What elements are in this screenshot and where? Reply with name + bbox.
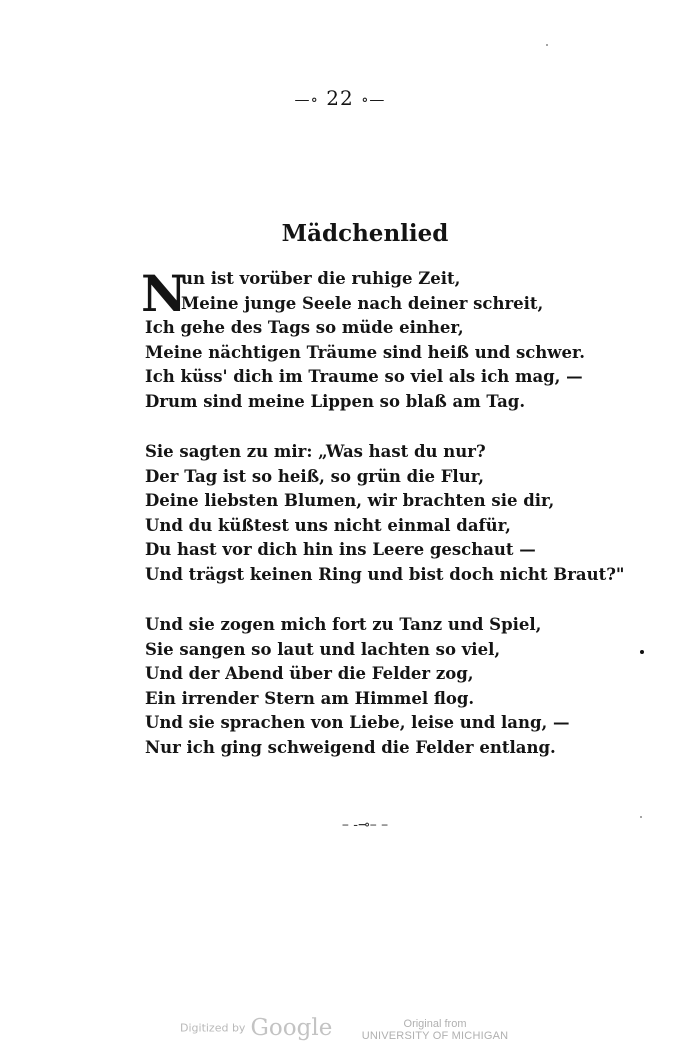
poem-body (141, 264, 625, 760)
ink-dot (640, 650, 644, 654)
page-number-text: 22 (326, 86, 354, 110)
poem-line: Und sie sprachen von Liebe, leise und lang, — (145, 713, 570, 732)
ornament-right: ∘— (361, 90, 386, 109)
drop-cap: N (141, 264, 187, 323)
google-watermark (180, 1015, 332, 1041)
poem-title: Mädchenlied (281, 220, 449, 247)
paper-speck (640, 816, 642, 818)
poem-line: Deine liebsten Blumen, wir brachten sie dir, (145, 491, 555, 510)
poem-line: Drum sind meine Lippen so blaß am Tag. (145, 391, 526, 411)
poem-line: Und du küßtest uns nicht einmal dafür, (145, 515, 511, 535)
poem-line: Ich gehe des Tags so müde einher, (145, 318, 464, 337)
paper-speck (546, 44, 548, 46)
poem-line: Du hast vor dich hin ins Leere geschaut — (145, 540, 536, 559)
poem-line: Der Tag ist so heiß, so grün die Flur, (145, 466, 484, 486)
poem-line: Ich küss' dich im Traume so viel als ich mag, — (145, 367, 583, 386)
poem-line: Ein irrender Stern am Himmel flog. (145, 688, 475, 708)
institution-text: UNIVERSITY OF MICHIGAN (361, 1030, 509, 1042)
poem-line-text: un ist vorüber die ruhige Zeit, (181, 269, 461, 288)
digitized-by-text: Digitized by (180, 1021, 246, 1035)
ornament-left: —∘ (294, 90, 319, 109)
poem-line: Und sie zogen mich fort zu Tanz und Spiel, (145, 615, 542, 634)
original-from-text: Original from (403, 1018, 467, 1030)
stanza-3 (145, 613, 625, 760)
poem-line: Meine nächtigen Träume sind heiß und schwer. (145, 342, 585, 362)
stanza-1 (141, 264, 625, 414)
stanza-2 (145, 440, 625, 587)
page-number (0, 86, 680, 110)
poem-line: Nur ich ging schweigend die Felder entlang. (145, 737, 556, 757)
poem-line: Sie sagten zu mir: „Was hast du nur? (145, 442, 486, 461)
poem-line: Meine junge Seele nach deiner schreit, (181, 293, 544, 313)
poem-line: Sie sangen so laut und lachten so viel, (145, 639, 501, 659)
poem-line: Und trägst keinen Ring und bist doch nicht Braut?" (145, 564, 625, 584)
google-logo: Google (250, 1015, 333, 1041)
poem-line: Und der Abend über die Felder zog, (145, 664, 474, 683)
library-watermark (360, 1018, 510, 1042)
end-ornament: – -⊸– – (341, 817, 389, 833)
